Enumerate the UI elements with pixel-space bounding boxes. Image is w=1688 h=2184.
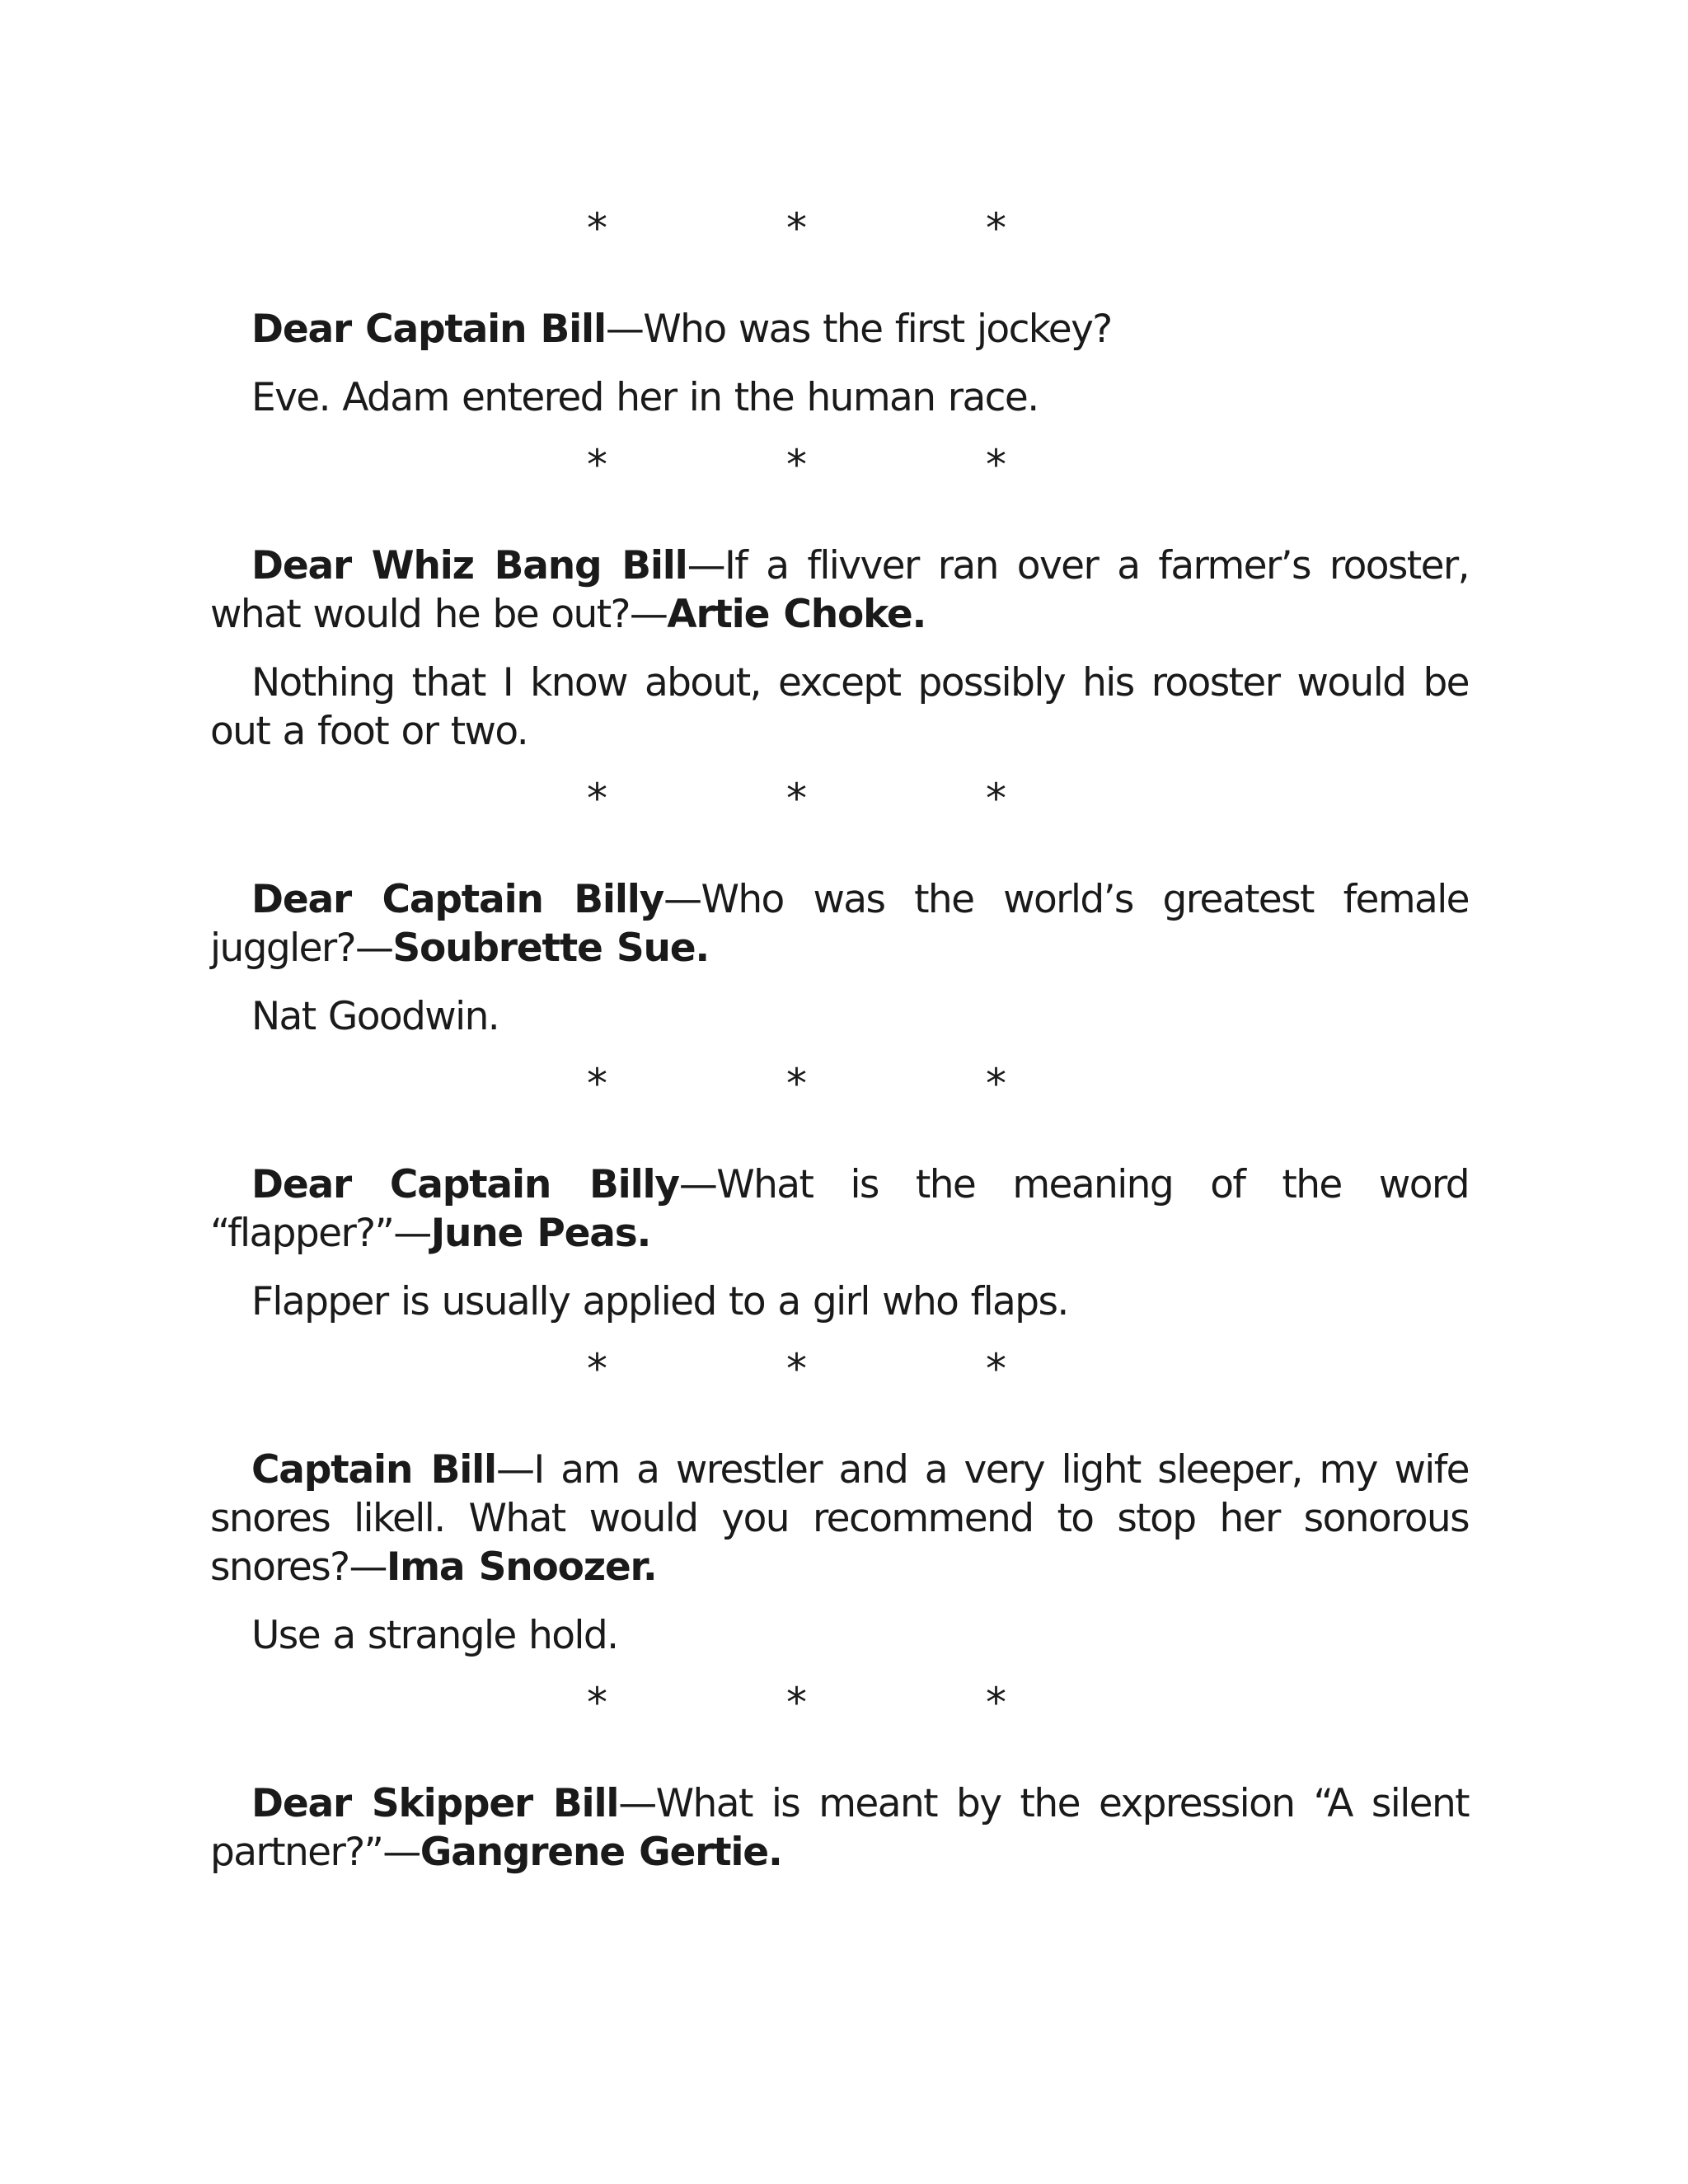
letter-signature: Ima Snoozer. — [386, 1544, 657, 1590]
letter-question — [210, 541, 1469, 639]
letter-salutation: Captain Bill — [251, 1447, 496, 1493]
question-text: —What is meant by the expression “A silent partner?”— — [210, 1781, 1469, 1875]
letter-answer: Nothing that I know about, except possibly his rooster would be out a foot or two. — [210, 660, 1469, 754]
separator-asterisk: * — [786, 1679, 806, 1727]
separator-asterisk: * — [786, 204, 806, 252]
letter-question — [210, 1779, 1469, 1877]
section-separator — [210, 1049, 1469, 1132]
letter-signature: June Peas. — [430, 1211, 651, 1256]
separator-asterisk: * — [986, 775, 1006, 823]
letter-salutation: Dear Whiz Bang Bill — [251, 543, 687, 588]
question-text: —I am a wrestler and a very light sleeper, my wife snores likell. What would you recommend to stop her sonorous snores?— — [210, 1447, 1469, 1590]
section-separator — [210, 194, 1469, 276]
separator-asterisk: * — [786, 1345, 806, 1393]
separator-asterisk: * — [587, 775, 607, 823]
separator-asterisk: * — [587, 204, 607, 252]
separator-asterisk: * — [986, 1060, 1006, 1108]
question-text: —Who was the world’s greatest female juggler?— — [210, 877, 1469, 971]
question-text: —If a flivver ran over a farmer’s rooster, what would he be out?— — [210, 543, 1469, 637]
letter-salutation: Dear Skipper Bill — [251, 1781, 619, 1826]
separator-asterisk: * — [986, 441, 1006, 489]
separator-asterisk: * — [986, 1679, 1006, 1727]
separator-asterisk: * — [587, 1679, 607, 1727]
section-separator — [210, 1334, 1469, 1417]
section-separator — [210, 430, 1469, 513]
separator-asterisk: * — [986, 204, 1006, 252]
section-separator — [210, 764, 1469, 846]
letter-salutation: Dear Captain Billy — [251, 1162, 679, 1207]
letter-salutation: Dear Captain Bill — [251, 307, 606, 352]
document-page — [210, 185, 1469, 1896]
letter-question — [210, 875, 1469, 972]
letter-answer: Flapper is usually applied to a girl who flaps. — [251, 1279, 1068, 1324]
letter-answer: Eve. Adam entered her in the human race. — [251, 375, 1039, 420]
question-text: —What is the meaning of the word “flapper?”— — [210, 1162, 1469, 1256]
separator-asterisk: * — [786, 775, 806, 823]
letter-salutation: Dear Captain Billy — [251, 877, 664, 922]
separator-asterisk: * — [786, 441, 806, 489]
letter-question — [210, 305, 1469, 354]
separator-asterisk: * — [587, 1060, 607, 1108]
letter-answer: Use a strangle hold. — [251, 1613, 618, 1658]
separator-asterisk: * — [587, 441, 607, 489]
separator-asterisk: * — [786, 1060, 806, 1108]
letter-signature: Artie Choke. — [667, 592, 926, 637]
separator-asterisk: * — [986, 1345, 1006, 1393]
separator-asterisk: * — [587, 1345, 607, 1393]
letter-signature: Soubrette Sue. — [392, 926, 710, 971]
question-text: —Who was the first jockey? — [605, 307, 1112, 352]
letter-question — [210, 1160, 1469, 1258]
section-separator — [210, 1668, 1469, 1750]
letter-question — [210, 1446, 1469, 1591]
letter-answer: Nat Goodwin. — [251, 994, 499, 1039]
letter-signature: Gangrene Gertie. — [420, 1830, 782, 1875]
